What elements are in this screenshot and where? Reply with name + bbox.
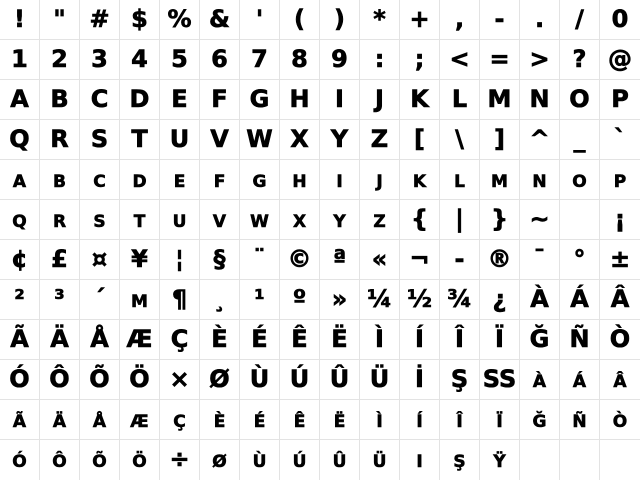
glyph-cell: p [600,160,640,200]
glyph-cell: É [240,320,280,360]
glyph-cell: Ù [240,360,280,400]
glyph-cell: ÿ [480,440,520,480]
glyph-cell: ¹ [240,280,280,320]
glyph-cell: å [80,400,120,440]
glyph-cell: ` [600,120,640,160]
glyph-cell: Ä [40,320,80,360]
glyph-cell: # [80,0,120,40]
glyph-cell: ¸ [200,280,240,320]
glyph-cell: H [280,80,320,120]
glyph-cell: à [520,360,560,400]
glyph-cell: ° [560,240,600,280]
glyph-cell: ¯ [520,240,560,280]
glyph-cell: w [240,200,280,240]
glyph-cell: R [40,120,80,160]
glyph-cell: Ë [320,320,360,360]
glyph-cell: © [280,240,320,280]
glyph-cell: í [400,400,440,440]
glyph-cell: º [280,280,320,320]
glyph-cell: ñ [560,400,600,440]
glyph-row [0,200,640,240]
glyph-cell: æ [120,400,160,440]
glyph-cell: ¥ [120,240,160,280]
glyph-cell: Y [320,120,360,160]
glyph-cell: ì [360,400,400,440]
glyph-row [0,240,640,280]
glyph-cell: b [40,160,80,200]
glyph-row [0,320,640,360]
glyph-cell: Ó [0,360,40,400]
glyph-cell: L [440,80,480,120]
glyph-cell: ¶ [160,280,200,320]
glyph-cell: Ô [40,360,80,400]
glyph-cell: ¦ [160,240,200,280]
empty-cell [560,440,600,480]
glyph-cell: î [440,400,480,440]
glyph-cell: ½ [400,280,440,320]
glyph-cell: ş [440,440,480,480]
glyph-cell: Ò [600,320,640,360]
glyph-cell: ù [240,440,280,480]
glyph-cell: Ï [480,320,520,360]
glyph-cell: 5 [160,40,200,80]
glyph-cell: u [160,200,200,240]
glyph-cell: ë [320,400,360,440]
glyph-cell: Q [0,120,40,160]
glyph-cell: _ [560,120,600,160]
glyph-cell: Ç [160,320,200,360]
glyph-cell: d [120,160,160,200]
glyph-cell: m [480,160,520,200]
glyph-cell: ó [0,440,40,480]
glyph-cell: - [440,240,480,280]
glyph-cell: 3 [80,40,120,80]
glyph-cell: + [400,0,440,40]
glyph-cell: / [560,0,600,40]
glyph-cell: : [360,40,400,80]
glyph-cell: 1 [0,40,40,80]
glyph-cell: Ú [280,360,320,400]
glyph-cell: n [520,160,560,200]
glyph-cell: h [280,160,320,200]
glyph-cell: 9 [320,40,360,80]
glyph-cell: Î [440,320,480,360]
glyph-cell: , [440,0,480,40]
glyph-row [0,280,640,320]
glyph-cell: ; [400,40,440,80]
glyph-cell: v [200,200,240,240]
glyph-cell: ( [280,0,320,40]
glyph-row [0,360,640,400]
glyph-row [0,440,640,480]
glyph-cell: 4 [120,40,160,80]
glyph-cell: . [520,0,560,40]
glyph-cell: ¤ [80,240,120,280]
glyph-cell: ÷ [160,440,200,480]
glyph-cell: À [520,280,560,320]
glyph-cell: ¡ [600,200,640,240]
glyph-cell: A [0,80,40,120]
glyph-cell: Æ [120,320,160,360]
glyph-cell: È [200,320,240,360]
glyph-cell: Â [600,280,640,320]
glyph-cell: I [320,80,360,120]
glyph-cell: x [280,200,320,240]
glyph-cell: ' [240,0,280,40]
glyph-cell: ı [400,440,440,480]
empty-cell [600,440,640,480]
glyph-cell: X [280,120,320,160]
glyph-cell: ¬ [400,240,440,280]
glyph-cell: ğ [520,400,560,440]
glyph-cell: ç [160,400,200,440]
glyph-cell: % [160,0,200,40]
glyph-cell: E [160,80,200,120]
glyph-cell: Ğ [520,320,560,360]
glyph-cell: T [120,120,160,160]
glyph-cell: Õ [80,360,120,400]
glyph-cell: » [320,280,360,320]
glyph-row [0,0,640,40]
glyph-cell: ä [40,400,80,440]
glyph-cell: - [480,0,520,40]
glyph-cell: 2 [40,40,80,80]
glyph-cell: * [360,0,400,40]
glyph-cell: O [560,80,600,120]
glyph-cell: ã [0,400,40,440]
glyph-cell: c [80,160,120,200]
glyph-cell: Ì [360,320,400,360]
glyph-cell: $ [120,0,160,40]
glyph-cell: P [600,80,640,120]
glyph-cell: × [160,360,200,400]
glyph-cell: ¾ [440,280,480,320]
glyph-cell: k [400,160,440,200]
glyph-cell: ¢ [0,240,40,280]
glyph-cell: İ [400,360,440,400]
glyph-row [0,160,640,200]
glyph-row [0,80,640,120]
glyph-cell: 6 [200,40,240,80]
glyph-cell: è [200,400,240,440]
glyph-cell: ] [480,120,520,160]
glyph-cell: t [120,200,160,240]
glyph-cell: ´ [80,280,120,320]
glyph-cell: ) [320,0,360,40]
glyph-cell: Ã [0,320,40,360]
glyph-cell: j [360,160,400,200]
glyph-cell: G [240,80,280,120]
glyph-cell: Ü [360,360,400,400]
glyph-cell: Å [80,320,120,360]
glyph-cell: > [520,40,560,80]
glyph-cell: ? [560,40,600,80]
glyph-cell: g [240,160,280,200]
glyph-cell: " [40,0,80,40]
glyph-cell: q [0,200,40,240]
glyph-cell: ¿ [480,280,520,320]
glyph-row [0,400,640,440]
glyph-cell: µ [120,280,160,320]
glyph-cell: ± [600,240,640,280]
glyph-cell: 0 [600,0,640,40]
glyph-cell: | [440,200,480,240]
glyph-cell: ® [480,240,520,280]
glyph-cell: ¨ [240,240,280,280]
glyph-cell: é [240,400,280,440]
glyph-cell: M [480,80,520,120]
glyph-cell: Ş [440,360,480,400]
glyph-cell: F [200,80,240,120]
glyph-cell: l [440,160,480,200]
glyph-cell: S [80,120,120,160]
empty-cell [520,440,560,480]
glyph-cell: « [360,240,400,280]
glyph-cell: \ [440,120,480,160]
glyph-cell: & [200,0,240,40]
glyph-cell: ! [0,0,40,40]
glyph-cell: ø [200,440,240,480]
glyph-cell: ü [360,440,400,480]
glyph-cell: o [560,160,600,200]
glyph-cell: < [440,40,480,80]
glyph-cell: z [360,200,400,240]
glyph-cell: á [560,360,600,400]
glyph-cell: Û [320,360,360,400]
glyph-cell: @ [600,40,640,80]
glyph-cell: ¼ [360,280,400,320]
glyph-cell: Ê [280,320,320,360]
glyph-cell: ª [320,240,360,280]
glyph-cell: 7 [240,40,280,80]
glyph-cell: C [80,80,120,120]
glyph-cell: e [160,160,200,200]
glyph-cell: a [0,160,40,200]
glyph-cell: £ [40,240,80,280]
glyph-cell: U [160,120,200,160]
glyph-cell: V [200,120,240,160]
glyph-cell: Ñ [560,320,600,360]
glyph-cell: § [200,240,240,280]
glyph-cell: s [80,200,120,240]
glyph-cell: û [320,440,360,480]
glyph-cell: K [400,80,440,120]
glyph-cell: SS [480,360,520,400]
glyph-row [0,40,640,80]
glyph-cell: J [360,80,400,120]
glyph-cell: i [320,160,360,200]
glyph-cell: f [200,160,240,200]
glyph-row [0,120,640,160]
glyph-cell: } [480,200,520,240]
glyph-cell: [ [400,120,440,160]
glyph-cell: B [40,80,80,120]
glyph-cell: ô [40,440,80,480]
empty-cell [560,200,600,240]
glyph-cell: Ö [120,360,160,400]
glyph-cell: â [600,360,640,400]
glyph-cell: = [480,40,520,80]
glyph-cell: ú [280,440,320,480]
glyph-cell: Í [400,320,440,360]
glyph-cell: 8 [280,40,320,80]
glyph-cell: W [240,120,280,160]
glyph-cell: { [400,200,440,240]
glyph-cell: ~ [520,200,560,240]
glyph-cell: Ø [200,360,240,400]
glyph-cell: N [520,80,560,120]
glyph-cell: r [40,200,80,240]
glyph-cell: ² [0,280,40,320]
glyph-cell: y [320,200,360,240]
glyph-cell: Z [360,120,400,160]
glyph-cell: D [120,80,160,120]
glyph-cell: õ [80,440,120,480]
glyph-cell: ö [120,440,160,480]
glyph-cell: ^ [520,120,560,160]
glyph-cell: ³ [40,280,80,320]
glyph-cell: Á [560,280,600,320]
glyph-cell: ê [280,400,320,440]
glyph-cell: ò [600,400,640,440]
glyph-cell: ï [480,400,520,440]
